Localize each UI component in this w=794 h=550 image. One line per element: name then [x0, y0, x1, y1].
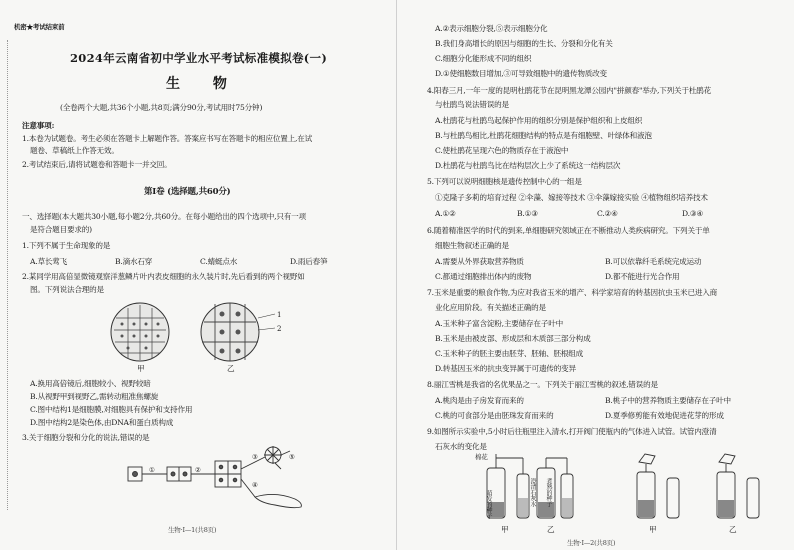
question-8: 8.丽江雪桃是我省的名优果品之一。下列关于丽江雪桃的叙述,错误的是 — [427, 380, 658, 389]
q3-option-c: C.细胞分化能形成不同的组织 — [435, 54, 532, 63]
fig9-label-cotton: 棉花 — [475, 453, 488, 461]
fig3-label-3: ③ — [252, 453, 258, 461]
q2-option-b: B.从视野甲到视野乙,需转动粗准焦螺旋 — [30, 392, 159, 401]
cell-division-figure — [125, 445, 315, 513]
instruction-b: 是符合题目要求的) — [30, 225, 92, 234]
fig9-label-yi2: 乙 — [729, 525, 737, 534]
question-7b: 业化应用阶段。有关描述正确的是 — [435, 303, 546, 312]
q2-option-c: C.图中结构1是细胞膜,对细胞具有保护和支持作用 — [30, 405, 193, 414]
q6-option-a: A.需要从外界获取营养物质 — [435, 257, 524, 266]
microscope-fields-figure — [100, 300, 300, 375]
exam-meta: (全卷两个大题,共36个小题,共8页;满分90分,考试用时75分钟) — [60, 103, 263, 112]
question-5: 5.下列可以说明细胞核是遗传控制中心的一组是 — [427, 177, 582, 186]
q4-option-a: A.杜鹃花与杜鹃鸟起保护作用的组织分别是保护组织和上皮组织 — [435, 116, 643, 125]
subject-title: 生 物 — [166, 76, 241, 92]
q5-option-b: B.①③ — [517, 209, 538, 218]
q2-option-a: A.换用高倍镜后,细胞较小、视野较暗 — [30, 379, 151, 388]
fig9-label-cooked: 煮熟的种子 — [545, 478, 552, 508]
fig3-label-5: ⑤ — [289, 453, 295, 461]
q3-option-b: B.我们身高增长的原因与细胞的生长、分裂和分化有关 — [435, 39, 613, 48]
fig2-label-yi: 乙 — [227, 364, 235, 373]
binding-margin — [7, 40, 11, 510]
secret-label: 机密★考试结束前 — [14, 23, 65, 31]
fig9-label-sprouting: 萌发的种子 — [485, 490, 492, 520]
notes-heading: 注意事项: — [22, 121, 55, 130]
page-footer-right: 生物·Ⅰ—2(共8页) — [567, 539, 616, 547]
q3-option-d: D.①使细胞数目增加,③可导致细胞中的遗传物质改变 — [435, 69, 607, 78]
question-6a: 6.随着精准医学的时代的到来,单细胞研究领域正在不断推动人类疾病研究。下列关于单 — [427, 226, 710, 235]
question-2b: 图。下列说法合理的是 — [30, 285, 104, 294]
q5-option-d: D.③④ — [682, 209, 704, 218]
q1-option-d: D.雨后春笋 — [290, 257, 328, 266]
q7-option-c: C.玉米种子的胚主要由胚芽、胚轴、胚根组成 — [435, 349, 584, 358]
q6-option-d: D.都不能进行光合作用 — [605, 272, 680, 281]
section-title: 第Ⅰ卷 (选择题,共60分) — [144, 187, 231, 197]
q7-option-a: A.玉米种子富含淀粉,主要储存在子叶中 — [435, 319, 564, 328]
fig9-label-jia: 甲 — [501, 525, 509, 534]
exam-title: 2024年云南省初中学业水平考试标准模拟卷(一) — [70, 51, 328, 65]
q6-option-c: C.都通过细胞排出体内的废物 — [435, 272, 532, 281]
note-1b: 题卷、草稿纸上作答无效。 — [30, 146, 119, 155]
q7-option-d: D.转基因玉米的抗虫变异属于可遗传的变异 — [435, 364, 576, 373]
q8-option-b: B.桃子中的营养物质主要储存在子叶中 — [605, 396, 731, 405]
fig9-label-yi: 乙 — [547, 525, 555, 534]
question-2a: 2.某同学用高倍显微镜观察洋葱鳞片叶内表皮细胞的永久装片时,先后看到的两个视野如 — [22, 272, 305, 281]
question-4b: 与杜鹃鸟说法错误的是 — [435, 100, 509, 109]
q1-option-a: A.草长莺飞 — [30, 257, 68, 266]
fig3-label-1: ① — [149, 466, 155, 474]
question-9a: 9.如图所示实验中,5小时后往瓶里注入清水,打开阀门使瓶内的气体进入试管。试管内澄清 — [427, 427, 717, 436]
fig3-label-4: ④ — [252, 481, 258, 489]
q4-option-c: C.使杜鹃花呈现六色的物质存在于液泡中 — [435, 146, 569, 155]
q4-option-d: D.杜鹃花与杜鹃鸟比在结构层次上少了系统这一结构层次 — [435, 161, 621, 170]
question-3: 3.关于细胞分裂和分化的说法,错误的是 — [22, 433, 150, 442]
fig9-label-limewater: 澄清石灰水 — [529, 478, 536, 508]
fig9-label-jia2: 甲 — [649, 525, 657, 534]
fig3-label-2: ② — [195, 466, 201, 474]
page-footer-left: 生物·Ⅰ—1(共8页) — [168, 526, 217, 534]
fig2-label-jia: 甲 — [137, 364, 145, 373]
q5-option-c: C.②④ — [597, 209, 618, 218]
q6-option-b: B.可以依靠纤毛系统完成运动 — [605, 257, 702, 266]
q8-option-c: C.桃的可食部分是由胚珠发育而来的 — [435, 411, 554, 420]
q5-statements: ①克隆子多莉的培育过程 ②伞藻、嫁接等技术 ③伞藻嫁接实验 ④植物组织培养技术 — [435, 193, 708, 202]
fig2-label-2: 2 — [277, 325, 282, 333]
note-1a: 1.本卷为试题卷。考生必须在答题卡上解题作答。答案应书写在答题卡的相应位置上,在试 — [22, 134, 313, 143]
q8-option-a: A.桃肉是由子房发育而来的 — [435, 396, 524, 405]
q7-option-b: B.玉米是由被皮部、形成层和木质部三部分构成 — [435, 334, 591, 343]
q3-option-a: A.②表示细胞分裂,⑤表示细胞分化 — [435, 24, 548, 33]
page-right — [397, 0, 794, 550]
instruction-a: 一、选择题(本大题共30小题,每小题2分,共60分。在每小题给出的四个选项中,只有一项 — [22, 212, 306, 221]
q2-option-d: D.图中结构2是染色体,由DNA和蛋白质构成 — [30, 418, 174, 427]
fig2-label-1: 1 — [277, 311, 282, 319]
q1-option-c: C.蜻蜓点水 — [200, 257, 238, 266]
q1-option-b: B.滴水石穿 — [115, 257, 153, 266]
apparatus-figure — [467, 452, 787, 524]
q8-option-d: D.夏季修剪能有效地促进花芽的形成 — [605, 411, 724, 420]
question-9b: 石灰水的变化是 — [435, 442, 487, 451]
question-7a: 7.玉米是重要的粮食作物,为应对我省玉米的增产、科学家培育的转基因抗虫玉米已进入商 — [427, 288, 718, 297]
q4-option-b: B.与杜鹃鸟相比,杜鹃花细胞结构的特点是有细胞壁、叶绿体和液泡 — [435, 131, 652, 140]
question-6b: 细胞生物叙述正确的是 — [435, 241, 509, 250]
q5-option-a: A.①② — [435, 209, 456, 218]
question-4a: 4.阳春三月,一年一度的昆明杜鹃花节在昆明黑龙潭公园内"拼颜春"举办,下列关于杜鹃花 — [427, 86, 712, 95]
note-2: 2.考试结束后,请将试题卷和答题卡一并交回。 — [22, 160, 172, 169]
question-1: 1.下列不属于生命现象的是 — [22, 241, 111, 250]
